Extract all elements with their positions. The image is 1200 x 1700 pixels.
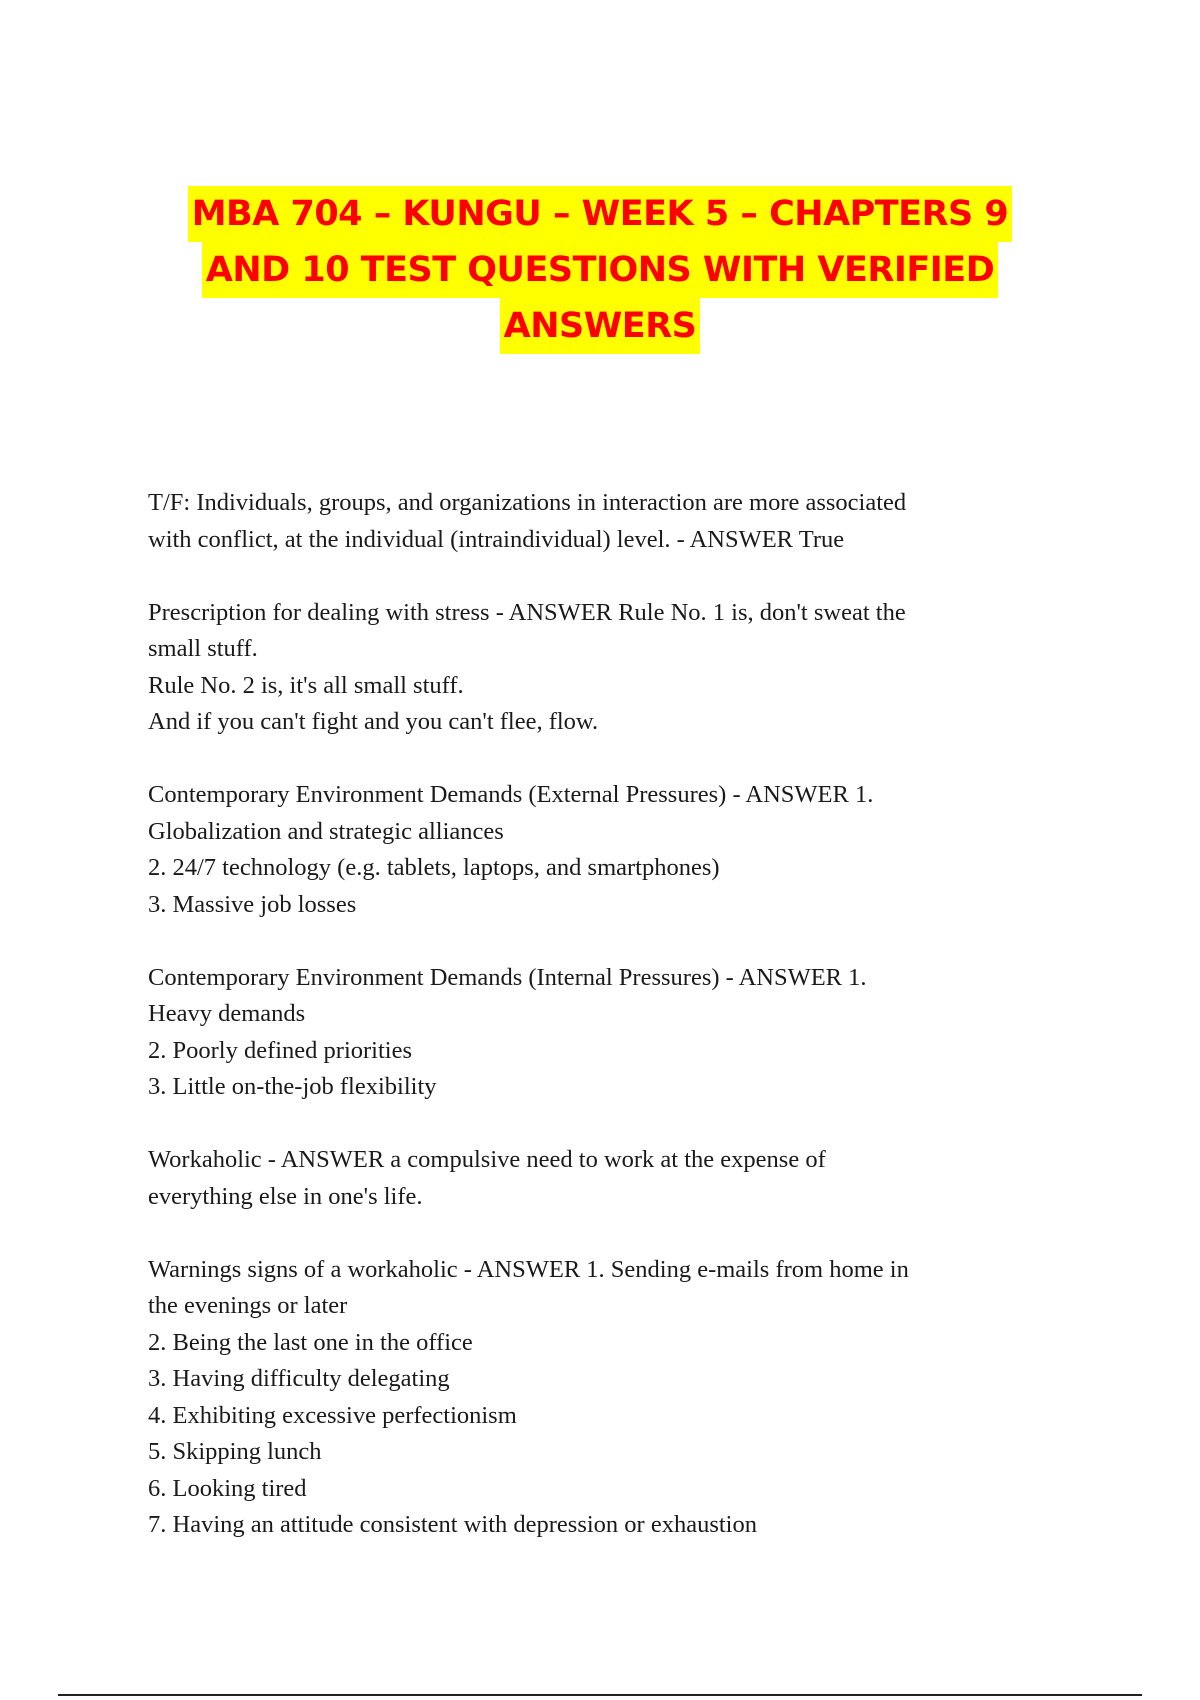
qa-line: 4. Exhibiting excessive perfectionism — [148, 1401, 517, 1429]
title-line-1: MBA 704 – KUNGU – WEEK 5 – CHAPTERS 9 — [188, 186, 1013, 242]
qa-line: T/F: Individuals, groups, and organizations in interaction are more associated — [148, 489, 907, 516]
qa-line: everything else in one's life. — [148, 1182, 423, 1210]
title-line-3: ANSWERS — [500, 298, 701, 354]
qa-line: 3. Little on-the-job flexibility — [148, 1073, 437, 1100]
qa-line: with conflict, at the individual (intraindividual) level. - ANSWER True — [148, 525, 845, 553]
title-line-2: AND 10 TEST QUESTIONS WITH VERIFIED — [202, 242, 999, 298]
qa-line: 5. Skipping lunch — [148, 1438, 322, 1465]
qa-item-internal-pressures — [148, 960, 1068, 1106]
qa-line: Contemporary Environment Demands (External Pressures) - ANSWER 1. — [148, 781, 874, 808]
qa-item-stress-prescription — [148, 595, 1068, 741]
page-bottom-divider — [58, 1694, 1142, 1696]
qa-line: 2. 24/7 technology (e.g. tablets, laptops, and smartphones) — [148, 854, 720, 881]
qa-item-workaholic-warning-signs — [148, 1252, 1068, 1544]
qa-item-external-pressures — [148, 777, 1068, 923]
qa-item-workaholic — [148, 1142, 1068, 1215]
qa-line: Globalization and strategic alliances — [148, 817, 504, 845]
qa-line: 2. Poorly defined priorities — [148, 1036, 413, 1064]
qa-line: Contemporary Environment Demands (Internal Pressures) - ANSWER 1. — [148, 963, 867, 991]
qa-item-conflict-level — [148, 485, 1068, 558]
qa-line: 7. Having an attitude consistent with depression or exhaustion — [148, 1511, 757, 1538]
qa-line: 2. Being the last one in the office — [148, 1328, 473, 1356]
qa-line: 3. Massive job losses — [148, 890, 357, 918]
document-title — [150, 186, 1050, 354]
qa-line: Warnings signs of a workaholic - ANSWER 1. Sending e-mails from home in — [148, 1255, 909, 1283]
qa-line: And if you can't fight and you can't flee, flow. — [148, 708, 599, 735]
qa-line: Rule No. 2 is, it's all small stuff. — [148, 671, 464, 699]
qa-line: Prescription for dealing with stress - ANSWER Rule No. 1 is, don't sweat the — [148, 598, 906, 626]
qa-line: the evenings or later — [148, 1292, 348, 1319]
qa-line: small stuff. — [148, 635, 258, 662]
qa-line: 3. Having difficulty delegating — [148, 1365, 450, 1392]
qa-list — [148, 485, 1068, 1580]
qa-line: Heavy demands — [148, 1000, 306, 1027]
qa-line: 6. Looking tired — [148, 1474, 307, 1502]
qa-line: Workaholic - ANSWER a compulsive need to work at the expense of — [148, 1146, 826, 1173]
